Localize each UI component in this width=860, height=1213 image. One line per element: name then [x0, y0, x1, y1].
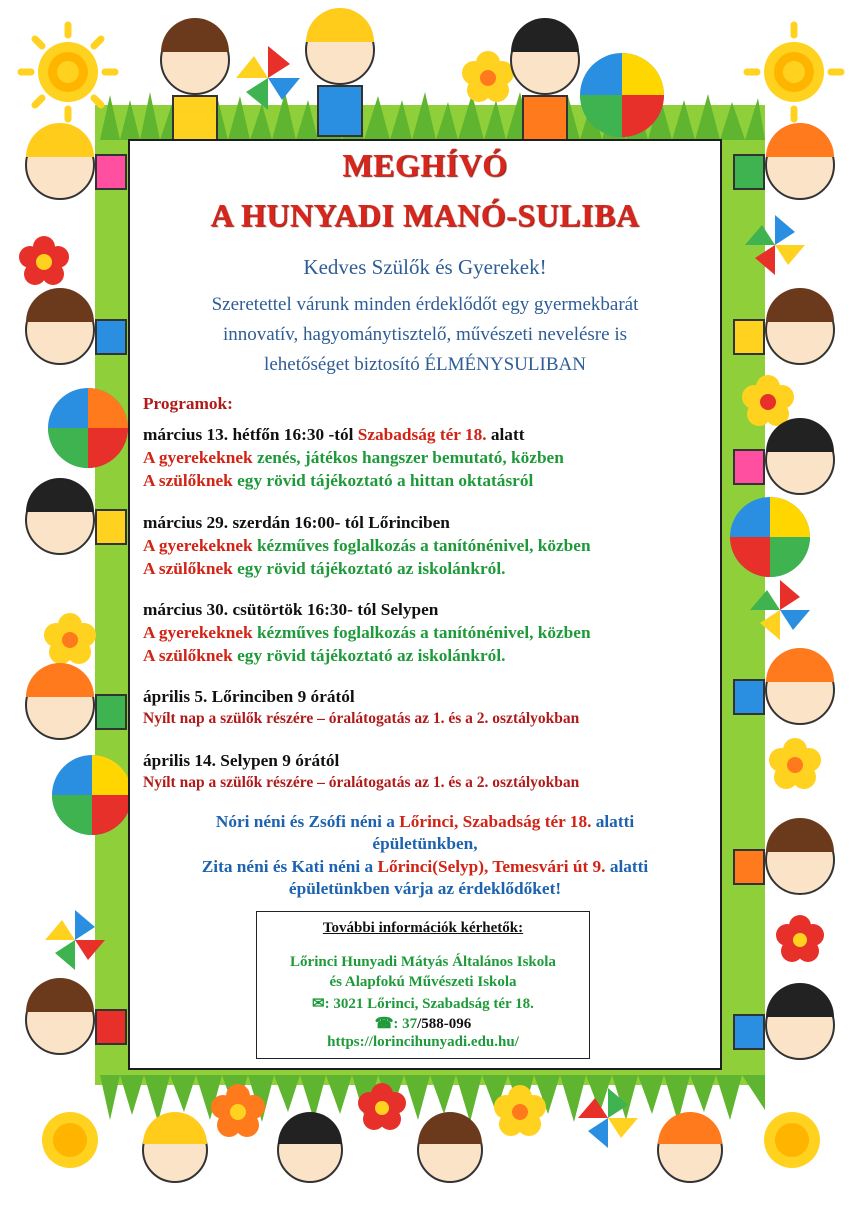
- phone-icon: ☎: [374, 1016, 394, 1032]
- event-5-text: Nyílt nap a szülők részére – óralátogatás az 1. és a 2. osztályokban: [143, 774, 580, 791]
- closing-line-1: Nóri néni és Zsófi néni a Lőrinci, Szabadság tér 18. alatti: [215, 812, 635, 831]
- closing-line-3: Zita néni és Kati néni a Lőrinci(Selyp), Temesvári út 9. alatti: [201, 857, 649, 876]
- event-1-place: Szabadság tér 18.: [357, 425, 487, 444]
- event-2-parents: A szülőknek egy rövid tájékoztató az iskolánkról.: [143, 559, 506, 578]
- event-4-when: április 5. Lőrinciben 9 órától: [143, 687, 355, 706]
- event-1-when: március 13. hétfőn 16:30 -tól Szabadság tér 18. alatt: [143, 425, 525, 444]
- invitation-card: [128, 139, 722, 1070]
- contact-info-box: [256, 911, 590, 1059]
- address-line: ✉: 3021 Lőrinci, Szabadság tér 18.: [312, 996, 534, 1012]
- closing-line-2: épületünkben,: [372, 834, 478, 853]
- event-2-kids: A gyerekeknek kézműves foglalkozás a tanítónénivel, közben: [143, 536, 591, 555]
- website-link[interactable]: https://lorincihunyadi.edu.hu/: [327, 1034, 519, 1050]
- intro-line: Szeretettel várunk minden érdeklődőt egy gyermekbarát: [211, 294, 639, 315]
- phone-line: ☎: 37/588-096: [374, 1016, 472, 1032]
- title-line-1: MEGHÍVÓ: [342, 147, 508, 183]
- event-2-when: március 29. szerdán 16:00- tól Lőrinciben: [143, 513, 450, 532]
- intro-line: lehetőséget biztosító ÉLMÉNYSULIBAN: [264, 354, 586, 375]
- intro-line: innovatív, hagyománytisztelő, művészeti nevelésre is: [223, 324, 627, 345]
- event-3-kids: A gyerekeknek kézműves foglalkozás a tanítónénivel, közben: [143, 623, 591, 642]
- programs-heading: Programok:: [143, 394, 233, 413]
- event-1-parents: A szülőknek egy rövid tájékoztató a hittan oktatásról: [143, 471, 534, 490]
- info-heading: További információk kérhetők:: [322, 920, 524, 936]
- event-4-text: Nyílt nap a szülők részére – óralátogatás az 1. és a 2. osztályokban: [143, 710, 580, 727]
- school-name-2: és Alapfokú Művészeti Iskola: [329, 974, 517, 990]
- school-name-1: Lőrinci Hunyadi Mátyás Általános Iskola: [290, 954, 556, 970]
- sun-icon: [21, 25, 115, 119]
- event-5-when: április 14. Selypen 9 órától: [143, 751, 340, 770]
- title-line-2: A HUNYADI MANÓ-SULIBA: [210, 197, 640, 233]
- event-3-parents: A szülőknek egy rövid tájékoztató az iskolánkról.: [143, 646, 506, 665]
- greeting: Kedves Szülők és Gyerekek!: [303, 255, 547, 279]
- envelope-icon: ✉: [312, 996, 325, 1012]
- closing-line-4: épületünkben várja az érdeklődőket!: [288, 879, 562, 898]
- event-3-when: március 30. csütörtök 16:30- tól Selypen: [143, 600, 439, 619]
- event-1-kids: A gyerekeknek zenés, játékos hangszer bemutató, közben: [143, 448, 564, 467]
- sun-icon: [747, 25, 841, 119]
